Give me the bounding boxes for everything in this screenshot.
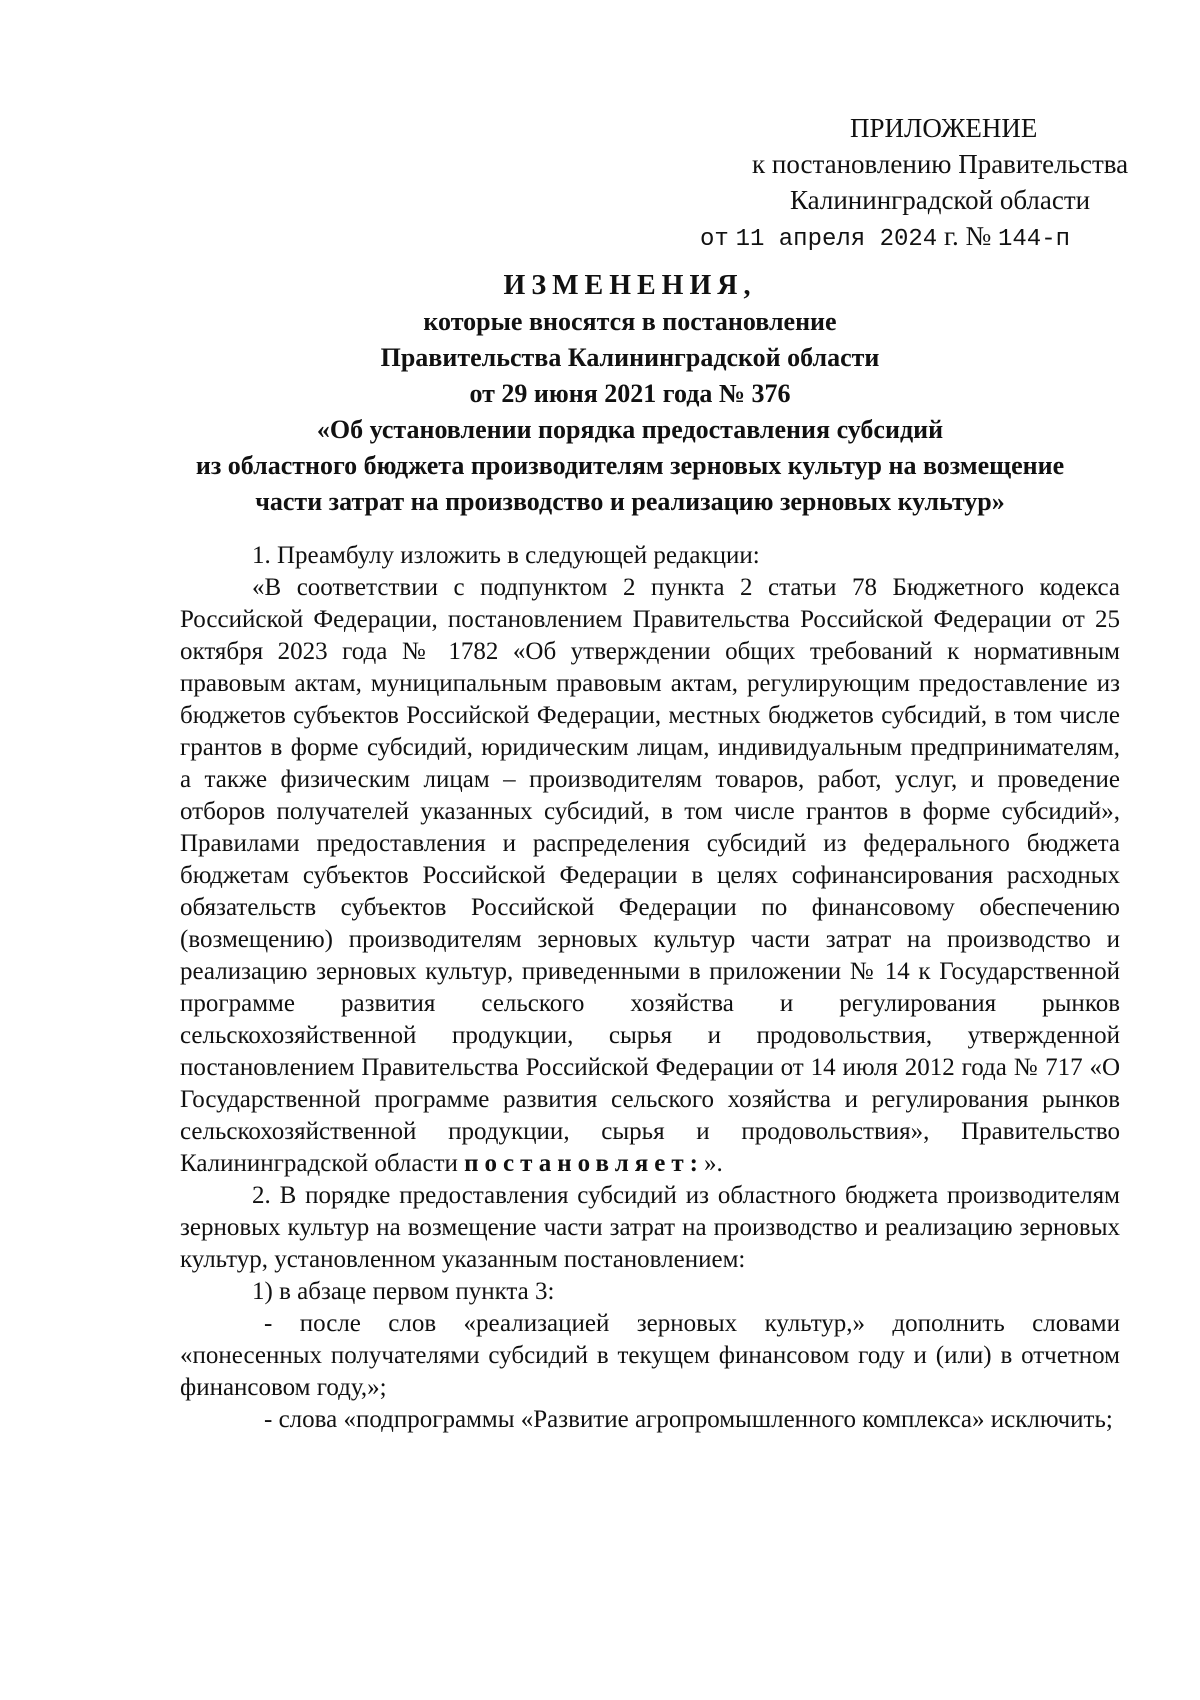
paragraph-preamble [180,572,1120,1180]
resolves-word: постановляет: [464,1150,704,1177]
heading-title: ИЗМЕНЕНИЯ, [503,270,757,301]
document-number: 144-п [998,226,1071,253]
heading-line: которые вносятся в постановление [423,307,837,336]
paragraph-5: - слова «подпрограммы «Развитие агропромышленного комплекса» исключить; [264,1406,1113,1433]
document-body [180,540,1120,1436]
paragraph-1: 1. Преамбулу изложить в следующей редакции: [252,542,760,569]
heading-line: Правительства Калининградской области [380,343,880,372]
heading-line: части затрат на производство и реализацию зерновых культур» [255,487,1005,516]
paragraph-2: 2. В порядке предоставления субсидий из областного бюджета производителям зерновых культур на возмещение части затрат на производство и реализацию зерновых культур, установленном указанным постановлением: [180,1182,1120,1273]
date-mid: г. № [943,221,992,251]
appendix-title: ПРИЛОЖЕНИЕ [850,113,1038,143]
paragraph-4: - после слов «реализацией зерновых культур,» дополнить словами «понесенных получателями субсидий в текущем финансовом году и (или) в отчетном финансовом году,»; [180,1310,1120,1401]
heading-line: из областного бюджета производителям зерновых культур на возмещение [195,451,1065,480]
date-prefix: от [700,226,729,253]
heading-line: «Об установлении порядка предоставления субсидий [316,415,944,444]
appendix-line-1: к постановлению Правительства [752,149,1129,179]
date-value: 11 апреля 2024 [735,226,938,253]
appendix-line-2: Калининградской области [790,185,1091,215]
preamble-tail: ». [703,1150,723,1177]
paragraph-3: 1) в абзаце первом пункта 3: [252,1278,555,1305]
changes-heading [170,268,1090,520]
appendix-block [700,110,1140,258]
heading-line: от 29 июня 2021 года № 376 [469,379,791,408]
preamble-text: «В соответствии с подпунктом 2 пункта 2 статьи 78 Бюджетного кодекса Российской Федерации, постановлением Правительства Российской Федерации от 25 октября 2023 года № 1782 «Об утверждении общих требований к нормативным правовым актам, муниципальным правовым актам, регулирующим предоставление из бюджетов субъектов Российской Федерации, местных бюджетов субсидий, в том числе грантов в форме субсидий, юридическим лицам, индивидуальным предпринимателям, а также физическим лицам – производителям товаров, работ, услуг, и проведение отборов получателей указанных субсидий, в том числе грантов в форме субсидий», Правилами предоставления и распределения субсидий из федерального бюджета бюджетам субъектов Российской Федерации в целях софинансирования расходных обязательств субъектов Российской Федерации по финансовому обеспечению (возмещению) производителям зерновых культур части затрат на производство и реализацию зерновых культур, приведенными в приложении № 14 к Государственной программе развития сельского хозяйства и регулирования рынков сельскохозяйственной продукции, сырья и продовольствия, утвержденной постановлением Правительства Российской Федерации от 14 июля 2012 года № 717 «О Государственной программе развития сельского хозяйства и регулирования рынков сельскохозяйственной продукции, сырья и продовольствия», Правительство Калининградской области [180,574,1120,1177]
appendix-dateline [700,218,1140,258]
